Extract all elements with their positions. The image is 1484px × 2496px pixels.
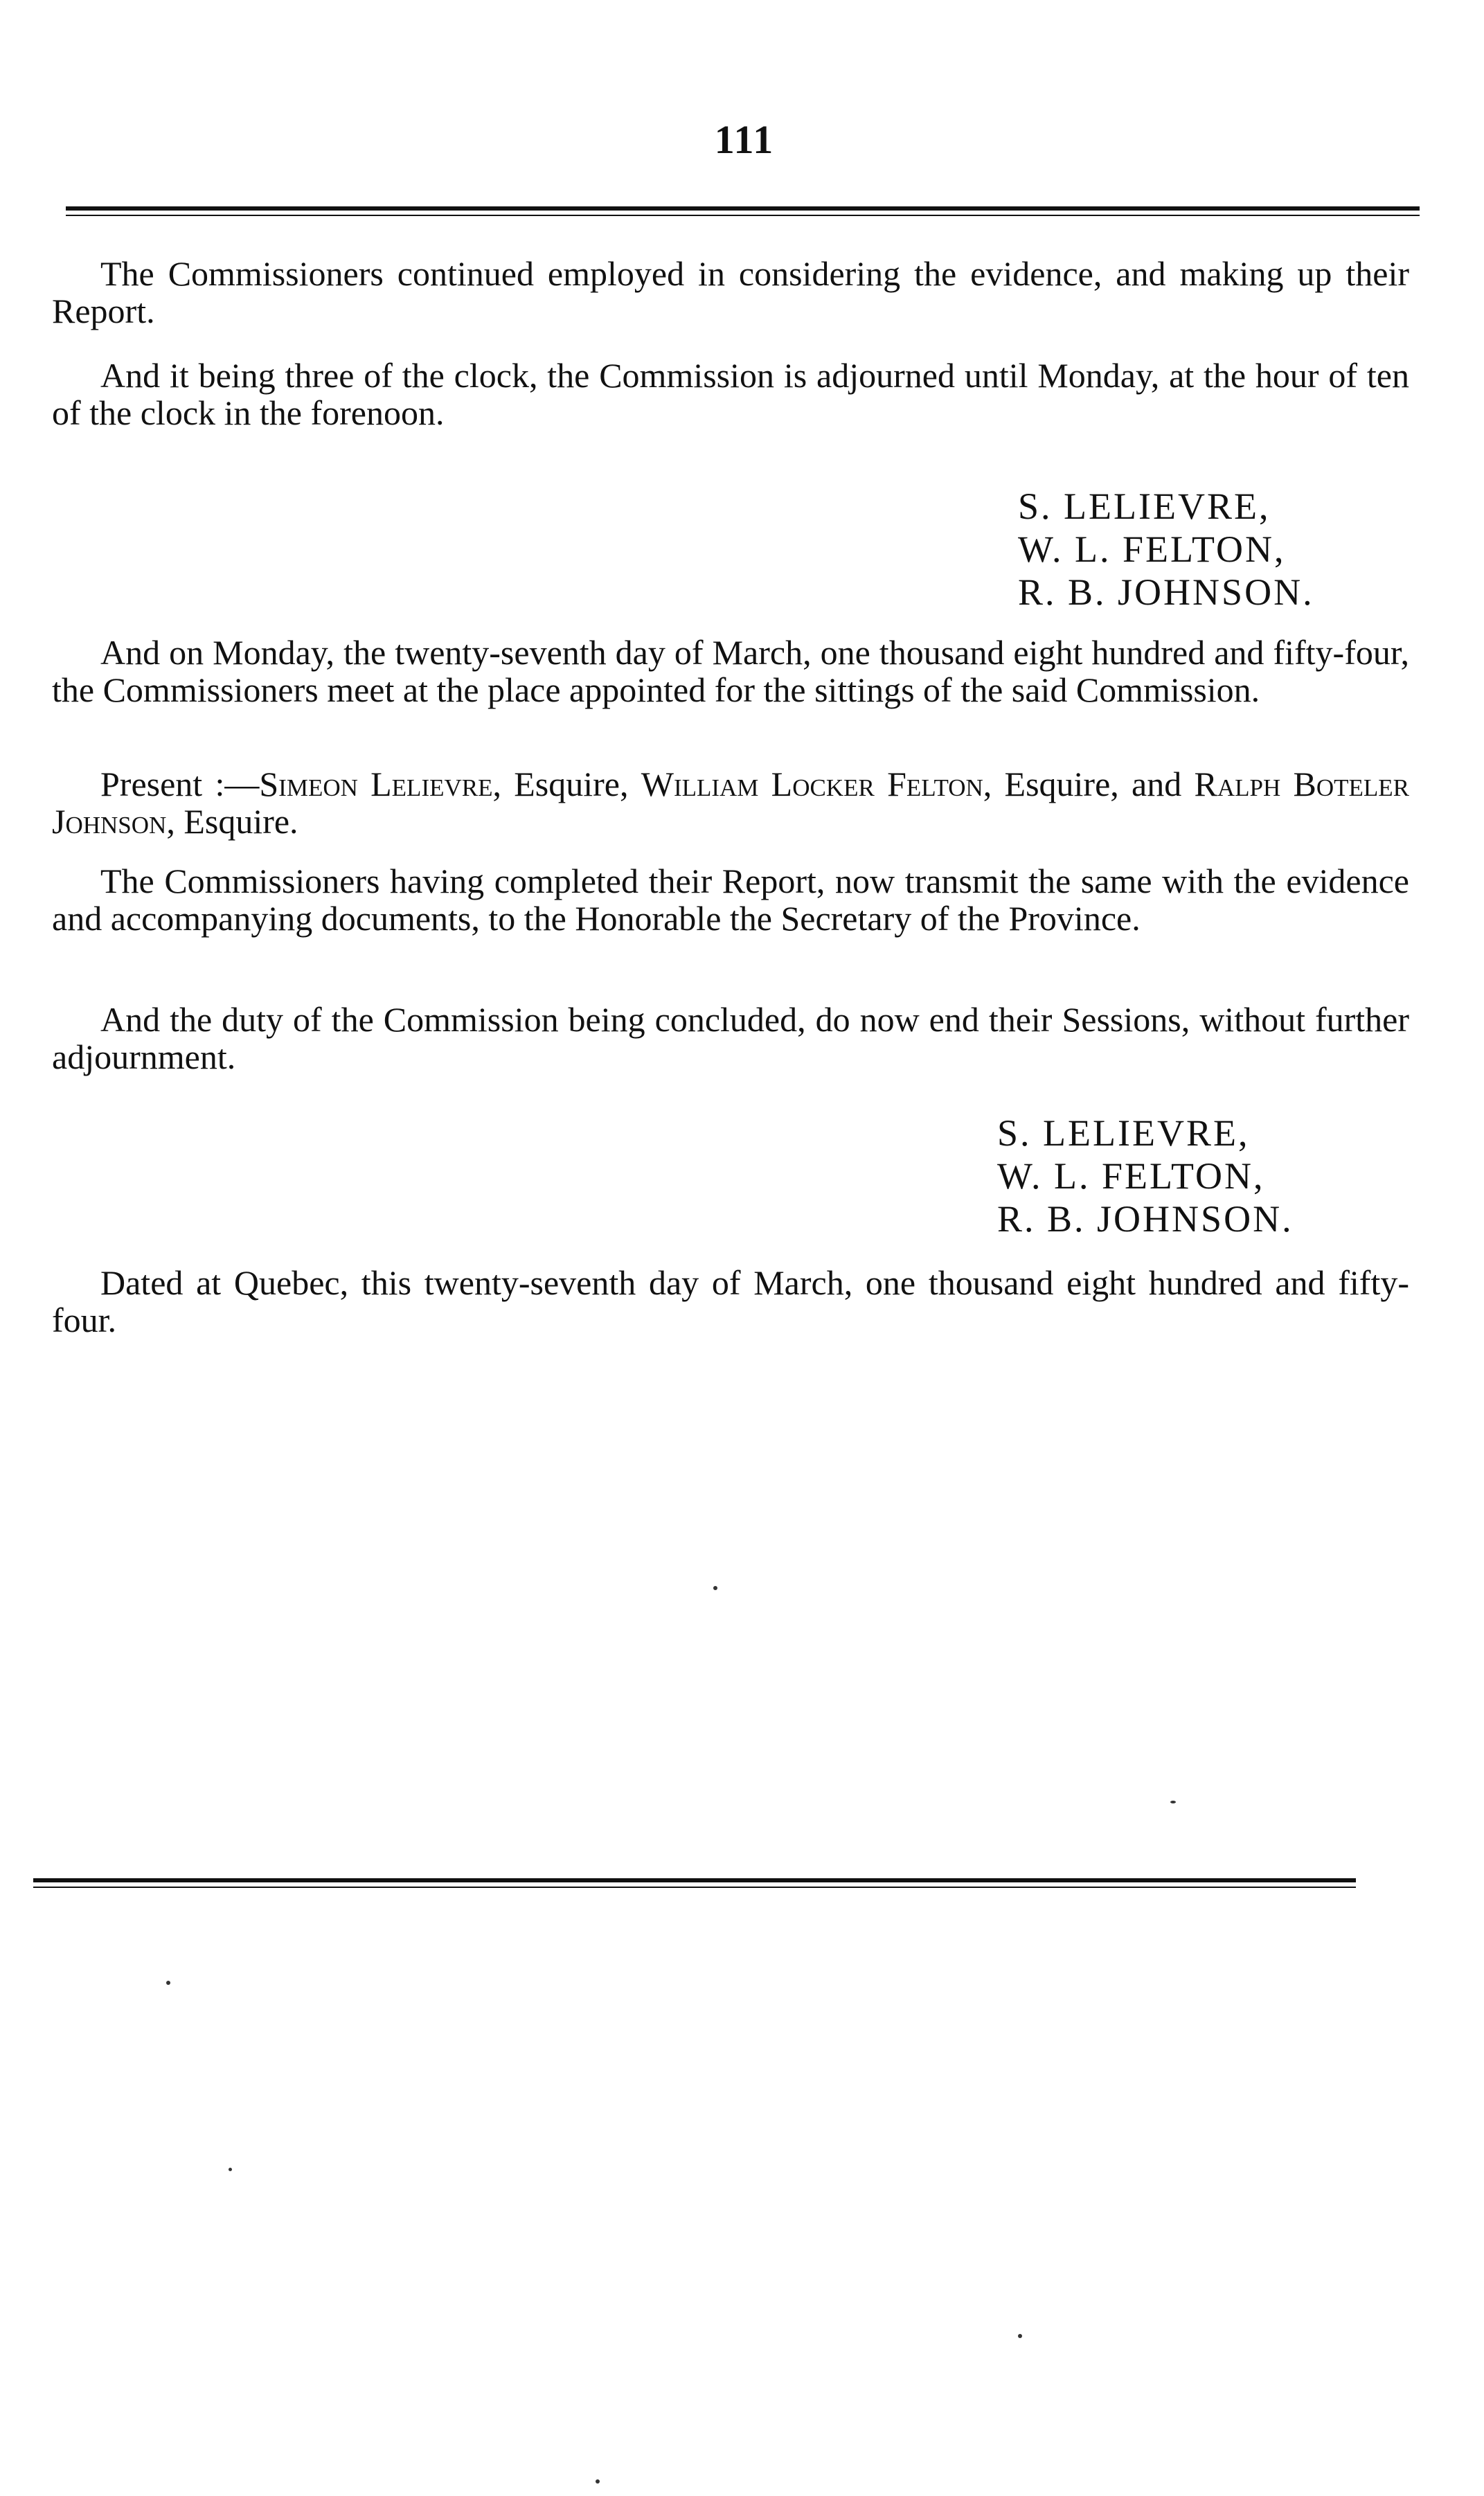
signature-block-2: [997, 1112, 1294, 1240]
commissioner-name-1: Simeon Lelievre: [259, 765, 493, 803]
present-separator-2: , Esquire, and: [983, 765, 1195, 803]
top-double-rule: [66, 206, 1420, 216]
paragraph-monday-meeting: And on Monday, the twenty-seventh day of March, one thousand eight hundred and fifty-four, the Commissioners meet at the place appointed for the sittings of the said Commission.: [52, 633, 1409, 709]
scan-speck: [229, 2168, 232, 2171]
paragraph-present: [52, 765, 1409, 840]
signature-lelievre: S. LELIEVRE,: [1018, 485, 1271, 527]
scan-speck: [713, 1586, 717, 1590]
commissioner-name-2: William Locker Felton: [641, 765, 983, 803]
paragraph-adjourned: And it being three of the clock, the Commission is adjourned until Monday, at the hour of ten of the clock in the forenoon.: [52, 356, 1409, 432]
signature-johnson-2: R. B. JOHNSON.: [997, 1198, 1294, 1240]
scan-speck: [596, 2479, 600, 2484]
paragraph-dated-at-quebec: Dated at Quebec, this twenty-seventh day of March, one thousand eight hundred and fifty-four.: [52, 1263, 1409, 1339]
commissioner-name-3: Ralph Boteler Johnson: [52, 765, 1409, 841]
signature-felton: W. L. FELTON,: [1018, 528, 1286, 570]
signature-felton-2: W. L. FELTON,: [997, 1155, 1265, 1197]
signature-block-1: [1018, 485, 1314, 614]
paragraph-commissioners-continued: The Commissioners continued employed in considering the evidence, and making up their Report.: [52, 254, 1409, 330]
present-separator-1: , Esquire,: [492, 765, 641, 803]
scan-speck: [1170, 1801, 1176, 1803]
page-number: 111: [714, 117, 775, 162]
signature-lelievre-2: S. LELIEVRE,: [997, 1112, 1250, 1154]
bottom-double-rule: [33, 1878, 1356, 1888]
present-prefix: Present :—: [100, 765, 260, 803]
present-suffix: , Esquire.: [166, 802, 298, 841]
scan-speck: [1018, 2334, 1022, 2338]
paragraph-report-transmitted: The Commissioners having completed their Report, now transmit the same with the evidence and accompanying documents, to the Honorable the Secretary of the Province.: [52, 862, 1409, 938]
paragraph-duty-concluded: And the duty of the Commission being concluded, do now end their Sessions, without further adjournment.: [52, 1000, 1409, 1076]
signature-johnson: R. B. JOHNSON.: [1018, 571, 1314, 613]
scan-speck: [166, 1981, 170, 1985]
